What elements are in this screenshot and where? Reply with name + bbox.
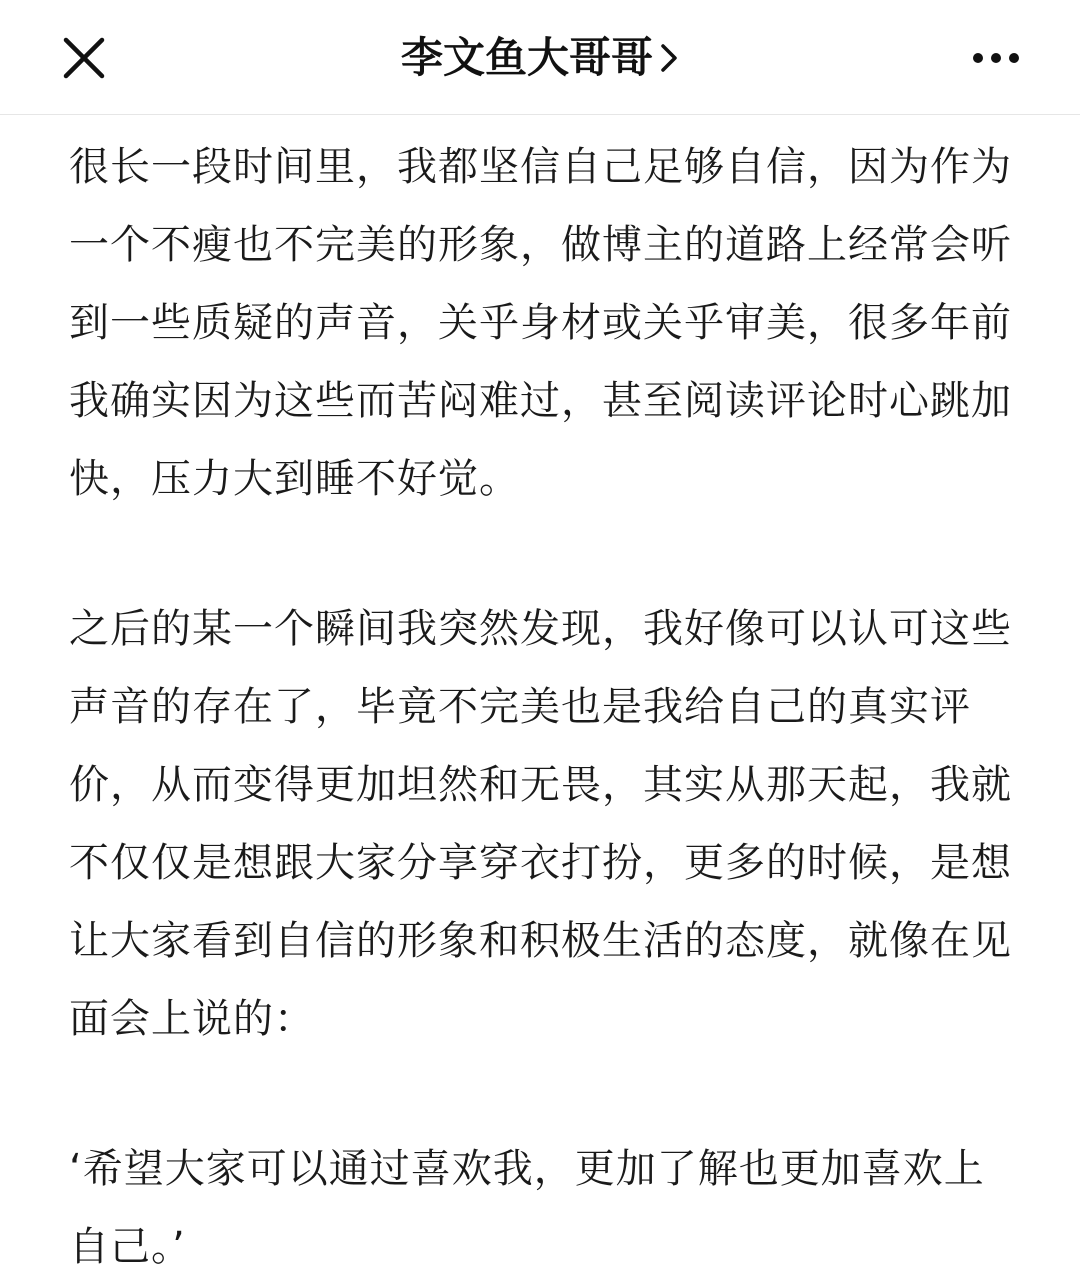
more-dots-icon (968, 40, 1024, 76)
article-paragraph-1: 很长一段时间里，我都坚信自己足够自信，因为作为一个不瘦也不完美的形象，做博主的道路上经常会听到一些质疑的声音，关乎身材或关乎审美，很多年前我确实因为这些而苦闷难过，甚至阅读评论时心跳加快，压力大到睡不好觉。 (69, 144, 1012, 502)
article-quote: ‘希望大家可以通过喜欢我，更加了解也更加喜欢上自己。’ (69, 1146, 985, 1270)
account-title-link[interactable] (0, 30, 1080, 89)
account-name: 李文鱼大哥哥 (400, 33, 653, 82)
article-body (69, 128, 1019, 1286)
more-options-button[interactable] (968, 40, 1024, 76)
article-paragraph-2: 之后的某一个瞬间我突然发现，我好像可以认可这些声音的存在了，毕竟不完美也是我给自己的真实评价，从而变得更加坦然和无畏，其实从那天起，我就不仅仅是想跟大家分享穿衣打扮，更多的时候，是想让大家看到自信的形象和积极生活的态度，就像在见面会上说的： (69, 606, 1012, 1042)
top-nav-bar (0, 0, 1080, 115)
paragraph-spacer (69, 518, 1019, 590)
chevron-right-icon (659, 33, 679, 89)
paragraph-spacer (69, 1058, 1019, 1130)
